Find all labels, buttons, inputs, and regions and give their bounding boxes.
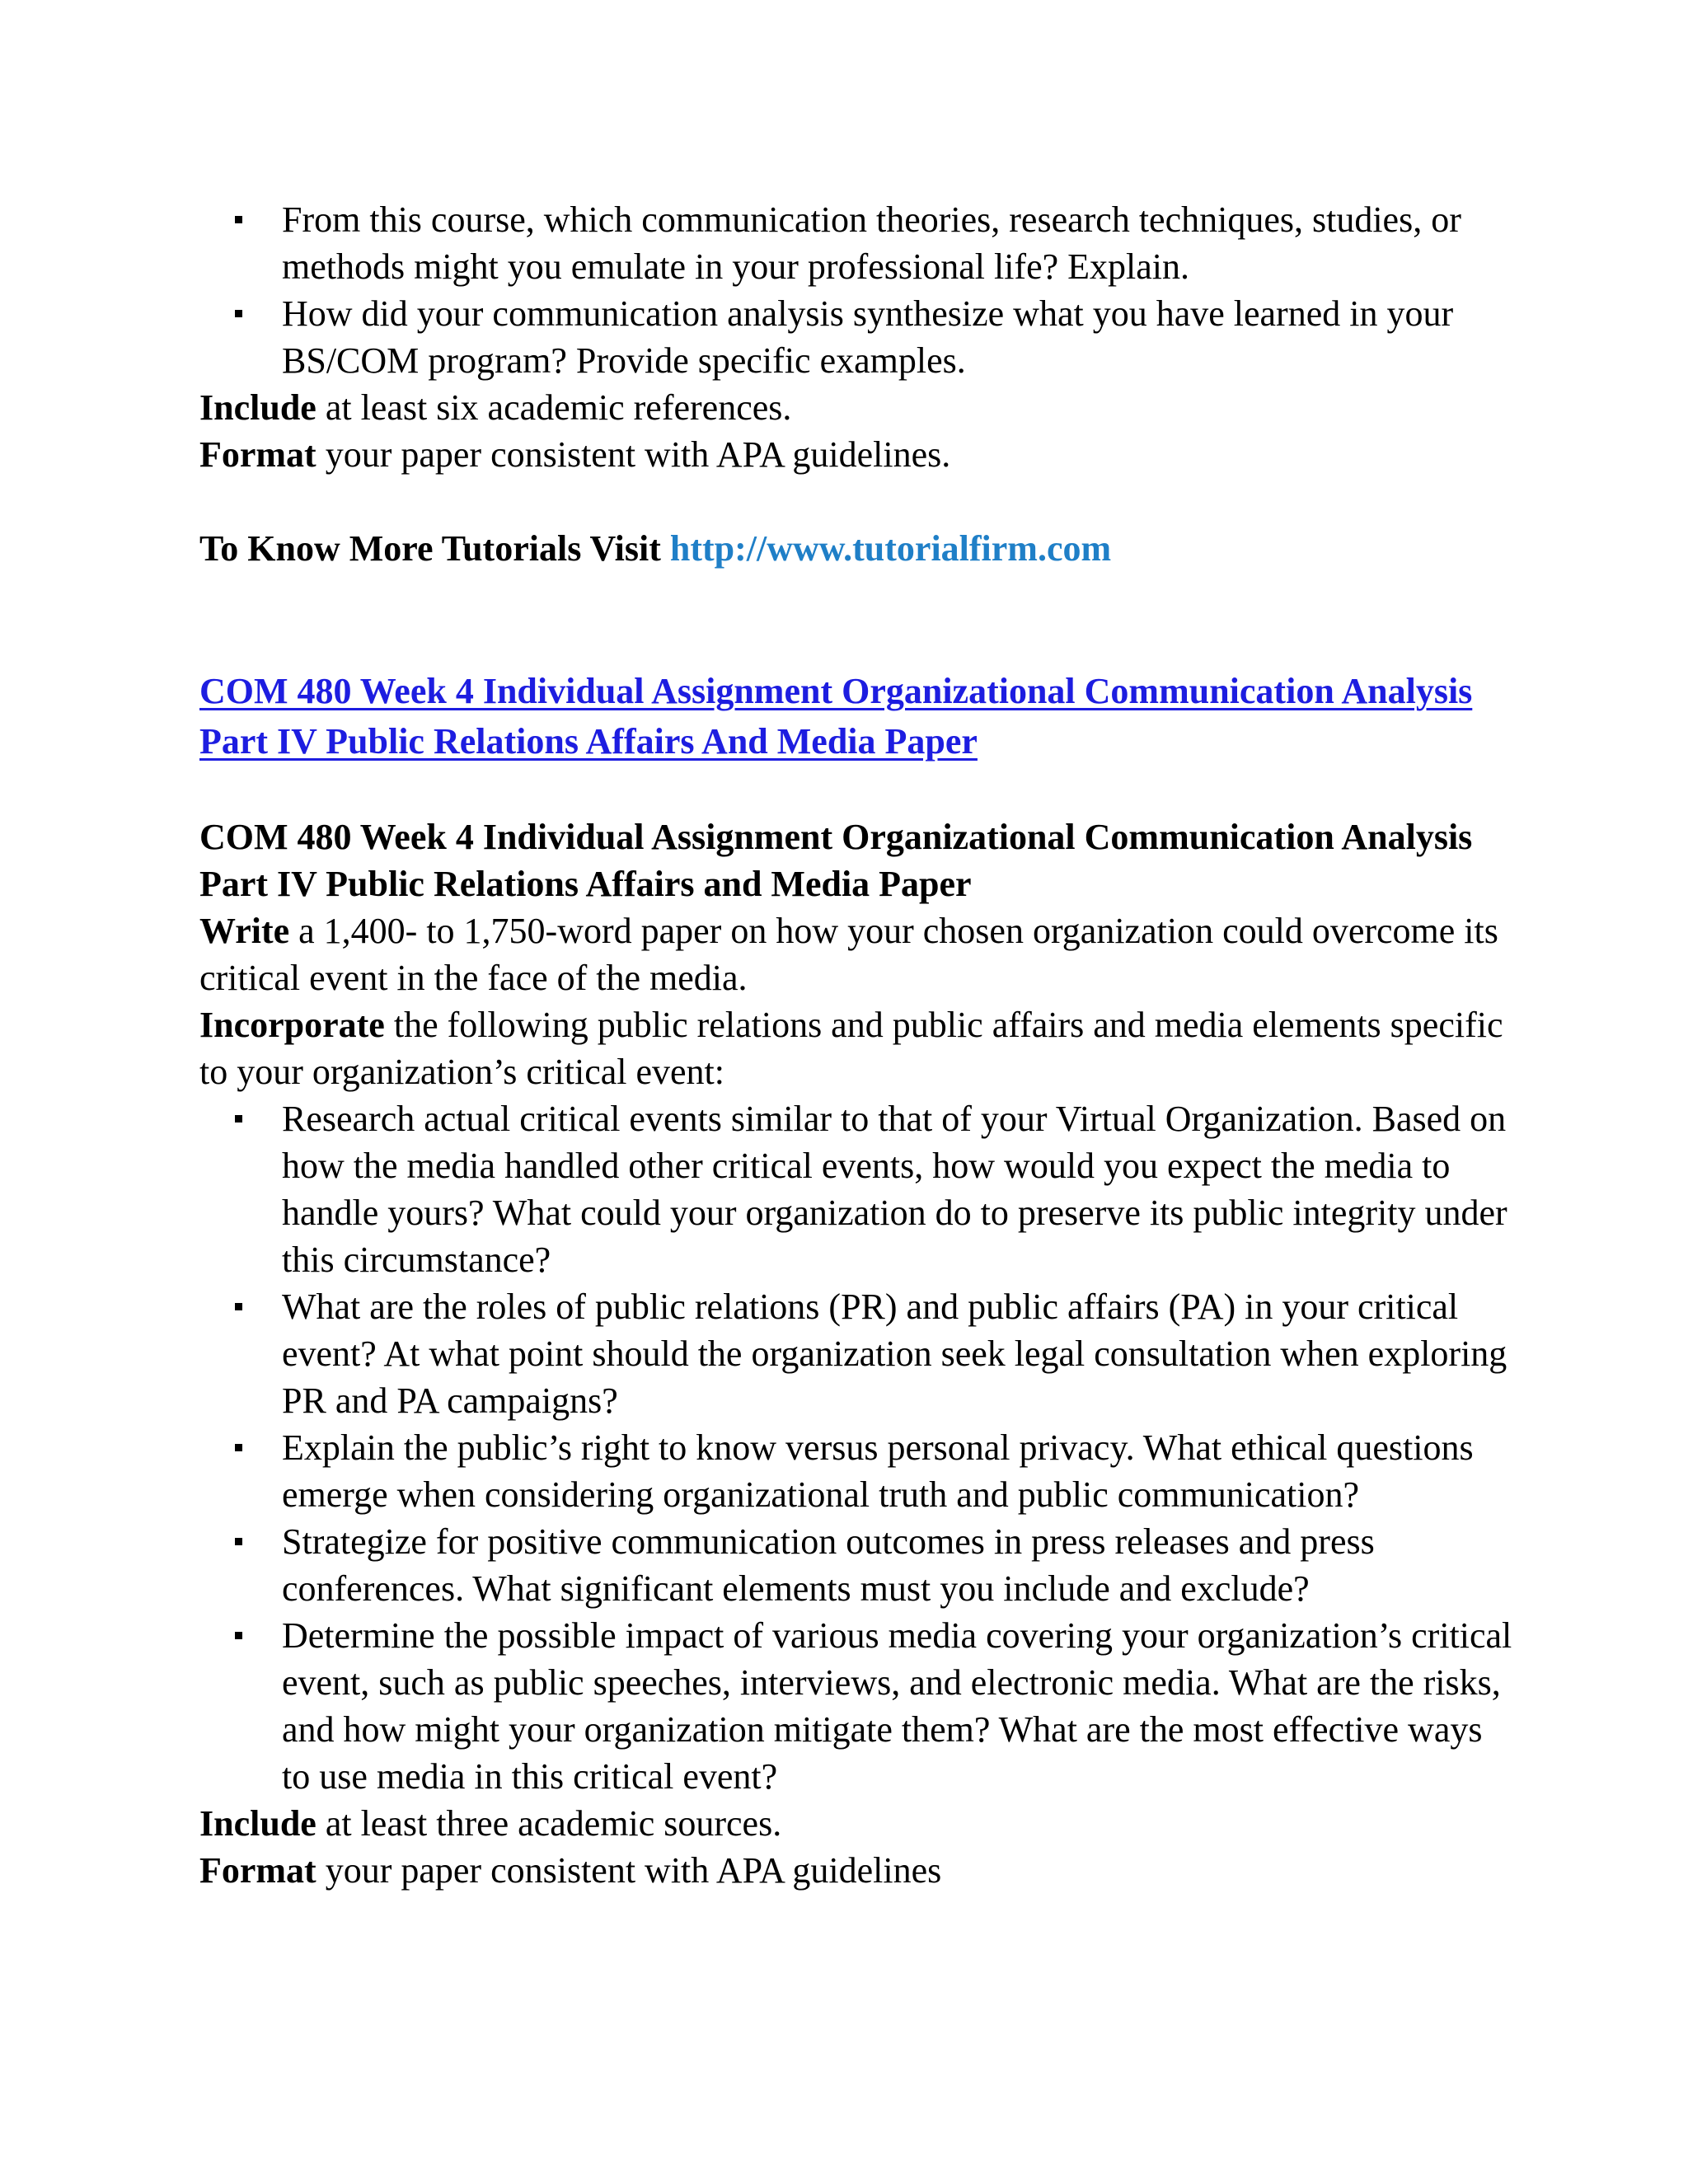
assignment-bullet-list [199, 1095, 1518, 1800]
tutorials-label: To Know More Tutorials Visit [199, 528, 670, 569]
square-bullet-icon [235, 1303, 242, 1310]
spacer [199, 478, 1518, 525]
bullet-text: Explain the public’s right to know versus personal privacy. What ethical questions emerge when considering organizational truth and public communication? [282, 1427, 1474, 1515]
bullet-text: What are the roles of public relations (PR) and public affairs (PA) in your critical event? At what point should the organization seek legal consultation when exploring PR and PA campaigns? [282, 1286, 1507, 1421]
square-bullet-icon [235, 1538, 242, 1545]
document-content [199, 196, 1518, 1894]
format-line [199, 1847, 1518, 1894]
write-text: a 1,400- to 1,750-word paper on how your chosen organization could overcome its critical event in the face of the media. [199, 911, 1498, 998]
assignment-heading: COM 480 Week 4 Individual Assignment Organizational Communication Analysis Part IV Public Relations Affairs and Media Paper [199, 817, 1473, 904]
list-item [282, 1612, 1518, 1800]
incorporate-text: the following public relations and public affairs and media elements specific to your organization’s critical event: [199, 1005, 1503, 1092]
spacer [199, 572, 1518, 666]
write-lead: Write [199, 911, 290, 951]
incorporate-lead: Incorporate [199, 1005, 385, 1045]
list-item [282, 290, 1518, 384]
bullet-text: Determine the possible impact of various media covering your organization’s critical event, such as public speeches, interviews, and electronic media. What are the risks, and how might your organization mitigate them? What are the most effective ways to use media in this critical event? [282, 1615, 1512, 1797]
square-bullet-icon [235, 1632, 242, 1639]
format-text: your paper consistent with APA guidelines [316, 1850, 942, 1891]
write-line [199, 907, 1518, 1001]
spacer [199, 766, 1518, 813]
square-bullet-icon [235, 310, 242, 317]
square-bullet-icon [235, 1115, 242, 1122]
top-bullet-list [199, 196, 1518, 384]
include-references-line [199, 384, 1518, 431]
format-text: your paper consistent with APA guidelines. [316, 434, 951, 475]
include-lead: Include [199, 1803, 316, 1844]
format-lead: Format [199, 1850, 316, 1891]
list-item [282, 1518, 1518, 1612]
square-bullet-icon [235, 1444, 242, 1451]
list-item [282, 196, 1518, 290]
incorporate-line [199, 1001, 1518, 1095]
include-text: at least three academic sources. [316, 1803, 782, 1844]
tutorials-website-link[interactable]: http://www.tutorialfirm.com [669, 528, 1112, 569]
bullet-text: From this course, which communication theories, research techniques, studies, or methods might you emulate in your professional life? Explain. [282, 199, 1461, 287]
include-lead: Include [199, 387, 316, 428]
list-item [282, 1283, 1518, 1424]
list-item [282, 1424, 1518, 1518]
tutorials-line [199, 525, 1518, 572]
square-bullet-icon [235, 216, 242, 223]
bullet-text: Research actual critical events similar to that of your Virtual Organization. Based on how the media handled other critical events, how would you expect the media to handle yours? What could your organization do to preserve its public integrity under this circumstance? [282, 1099, 1507, 1280]
format-line [199, 431, 1518, 478]
bullet-text: Strategize for positive communication outcomes in press releases and press conferences. What significant elements must you include and exclude? [282, 1521, 1375, 1609]
format-lead: Format [199, 434, 316, 475]
assignment-title-link[interactable]: COM 480 Week 4 Individual Assignment Organizational Communication Analysis Part IV Public Relations Affairs And Media Paper [199, 671, 1473, 762]
include-sources-line [199, 1800, 1518, 1847]
include-text: at least six academic references. [316, 387, 792, 428]
bullet-text: How did your communication analysis synthesize what you have learned in your BS/COM program? Provide specific examples. [282, 293, 1454, 381]
list-item [282, 1095, 1518, 1283]
